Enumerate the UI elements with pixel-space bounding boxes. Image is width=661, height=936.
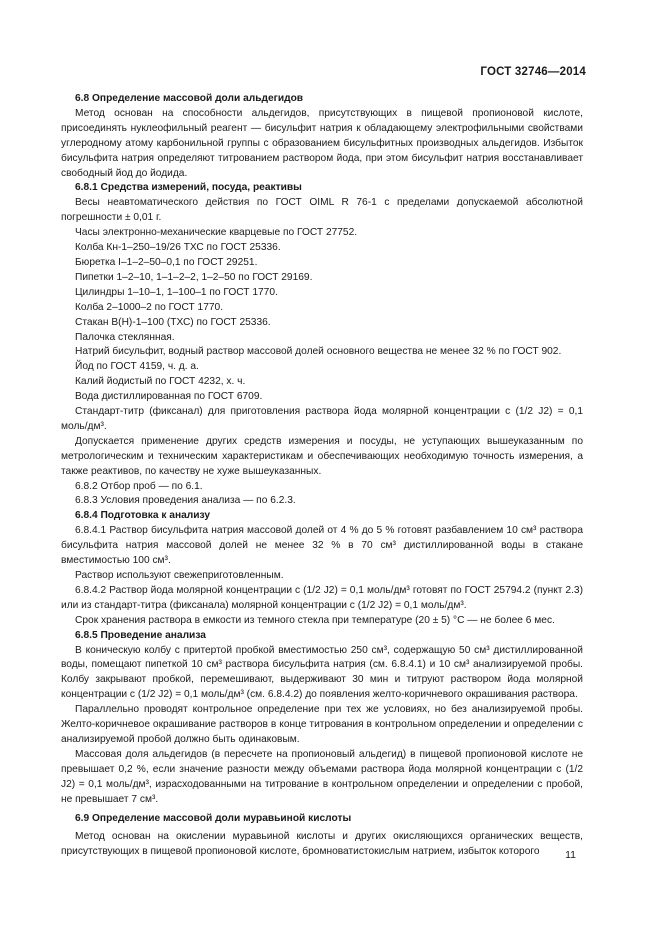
paragraph: Часы электронно-механические кварцевые по ГОСТ 27752.: [75, 227, 358, 239]
paragraph: Пипетки 1–2–10, 1–1–2–2, 1–2–50 по ГОСТ 29169.: [75, 271, 313, 283]
paragraph: Стандарт-титр (фиксанал) для приготовления раствора йода молярной концентрации с (1/2 J2) = 0,1 моль/дм³.: [61, 406, 583, 432]
paragraph: Весы неавтоматического действия по ГОСТ OIML R 76-1 с пределами допускаемой абсолютной погрешности ± 0,01 г.: [61, 197, 583, 224]
page-number: 11: [565, 849, 576, 861]
standard-header: ГОСТ 32746—2014: [480, 66, 586, 78]
paragraph: Вода дистиллированная по ГОСТ 6709.: [75, 391, 263, 403]
paragraph: Стакан В(Н)-1–100 (ТХС) по ГОСТ 25336.: [75, 316, 271, 328]
section-heading: 6.8.4 Подготовка к анализу: [75, 510, 211, 522]
document-body: [61, 92, 583, 860]
paragraph: Палочка стеклянная.: [75, 331, 175, 343]
paragraph: 6.8.3 Условия проведения анализа — по 6.2.3.: [75, 495, 296, 507]
section-heading: 6.8.5 Проведение анализа: [75, 629, 206, 641]
paragraph: Колба 2–1000–2 по ГОСТ 1770.: [75, 301, 224, 313]
paragraph: 6.8.2 Отбор проб — по 6.1.: [75, 480, 203, 492]
paragraph: Параллельно проводят контрольное определение при тех же условиях, но без анализируемой пробы. Желто-коричневое окрашивание растворов в конце титрования в контрольном определении и определении с анализируемой пробой должно быть одинаковым.: [61, 704, 583, 745]
paragraph: Массовая доля альдегидов (в пересчете на пропионовый альдегид) в пищевой пропионовой кислоте не превышает 0,2 %, если значение разности между объемами раствора йода молярной концентрации с (1/2 J2) = 0,1 моль/дм³, израсходованными на титрование в контрольном определении и определении с пробой, не превышает 7 см³.: [61, 748, 583, 805]
paragraph: Срок хранения раствора в емкости из темного стекла при температуре (20 ± 5) °С — не более 6 мес.: [75, 614, 555, 626]
paragraph: Раствор используют свежеприготовленным.: [75, 570, 284, 581]
paragraph: Бюретка I–1–2–50–0,1 по ГОСТ 29251.: [75, 256, 258, 268]
section-heading: 6.8.1 Средства измерений, посуда, реактивы: [75, 182, 302, 194]
section-heading: 6.9 Определение массовой доли муравьиной кислоты: [75, 812, 352, 824]
paragraph: Калий йодистый по ГОСТ 4232, х. ч.: [75, 376, 246, 388]
paragraph: Допускается применение других средств измерения и посуды, не уступающих вышеуказанным по метрологическим и техническим характеристикам и обеспечивающих необходимую точность измерения, а также реактивов, по качеству не хуже вышеуказанных.: [61, 435, 583, 477]
paragraph: Цилиндры 1–10–1, 1–100–1 по ГОСТ 1770.: [75, 286, 278, 298]
section-heading: 6.8 Определение массовой доли альдегидов: [75, 93, 304, 104]
paragraph: В коническую колбу с притертой пробкой вместимостью 250 см³, содержащую 50 см³ дистиллированной воды, помещают пипеткой 10 см³ раствора бисульфита натрия (см. 6.8.4.1) и 10 см³ анализируемой пробы. Колбу закрывают пробкой, перемешивают, выдерживают 30 мин и титруют раствором йода молярной концентрации с (1/2 J2) = 0,1 моль/дм³ (см. 6.8.4.2) до появления желто-коричневого окрашивания раствора.: [61, 644, 583, 701]
paragraph: Метод основан на способности альдегидов, присутствующих в пищевой пропионовой кислоте, присоединять нуклеофильный реагент — бисульфит натрия к обладающему электрофильными свойствами углеродному атому карбонильной группы с образованием бисульфитных производных альдегидов. Избыток бисульфита натрия определяют титрованием раствором йода, при этом бисульфит натрия восстанавливает свободный йод до йодида.: [61, 107, 583, 179]
paragraph: 6.8.4.2 Раствор йода молярной концентрации с (1/2 J2) = 0,1 моль/дм³ готовят по ГОСТ 25794.2 (пункт 2.3) или из стандарт-титра (фиксанала) молярной концентрации с (1/2 J2) = 0,1 моль/дм³.: [61, 584, 583, 611]
paragraph: 6.8.4.1 Раствор бисульфита натрия массовой долей от 4 % до 5 % готовят разбавлением 10 см³ раствора бисульфита натрия массовой долей не менее 32 % в 70 см³ дистиллированной воды в стакане вместимостью 100 см³.: [61, 525, 583, 567]
paragraph: Метод основан на окислении муравьиной кислоты и других окисляющихся органических веществ, присутствующих в пищевой пропионовой кислоте, бромноватистокислым натрием, избыток которого: [61, 831, 583, 858]
paragraph: Йод по ГОСТ 4159, ч. д. а.: [75, 361, 199, 373]
paragraph: Колба Кн-1–250–19/26 ТХС по ГОСТ 25336.: [75, 242, 281, 254]
paragraph: Натрий бисульфит, водный раствор массовой долей основного вещества не менее 32 % по ГОСТ 902.: [75, 346, 562, 358]
